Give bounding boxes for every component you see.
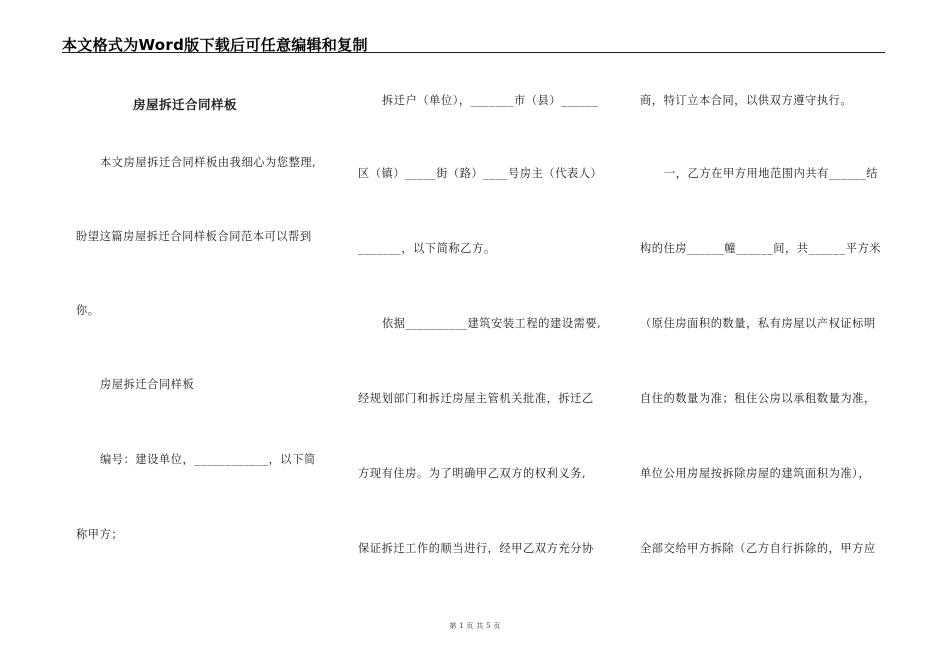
text-column-1 [76,0,326,672]
text-column-2 [358,0,613,672]
paragraph-line: 自住的数量为准；租住公房以承租数量为准， [640,392,876,405]
document-title: 房屋拆迁合同样板 [133,97,238,112]
paragraph-line: 编号：建设单位，____________，以下简 [100,453,316,466]
paragraph-line: 依据__________建筑安装工程的建设需要, [382,317,602,330]
paragraph-line: 称甲方； [76,528,124,541]
paragraph-line: 区（镇）_____街（路）____号房主（代表人） [358,167,603,180]
paragraph-line: 单位公用房屋按拆除房屋的建筑面积为准）， [640,467,871,480]
paragraph-line: _______，以下简称乙方。 [358,242,496,255]
paragraph-line: 经规划部门和拆迁房屋主管机关批准，拆迁乙 [358,392,594,405]
section-heading: 房屋拆迁合同样板 [100,378,195,391]
paragraph-line: 拆迁户（单位），_______市（县）______ [382,94,599,107]
text-column-3 [640,0,885,672]
document-banner: 本文格式为Word版下载后可任意编辑和复制 [62,36,368,54]
page-number: 第 1 页 共 5 页 [449,622,501,630]
paragraph-line: 商，特订立本合同，以供双方遵守执行。 [640,94,853,107]
paragraph-line: 本文房屋拆迁合同样板由我细心为您整理, [100,156,317,169]
paragraph-line: 盼望这篇房屋拆迁合同样板合同范本可以帮到 [76,230,312,243]
paragraph-line: 全部交给甲方拆除（乙方自行拆除的，甲方应 [640,542,876,555]
paragraph-line: （原住房面积的数量，私有房屋以产权证标明 [640,317,876,330]
paragraph-line: 你。 [76,304,100,317]
paragraph-line: 一，乙方在甲方用地范围内共有______结 [664,167,878,180]
paragraph-line: 保证拆迁工作的顺当进行，经甲乙双方充分协 [358,542,594,555]
paragraph-line: 方现有住房。为了明确甲乙双方的权利义务, [358,467,587,480]
paragraph-line: 构的住房______幢______间，共______平方米 [640,242,882,255]
